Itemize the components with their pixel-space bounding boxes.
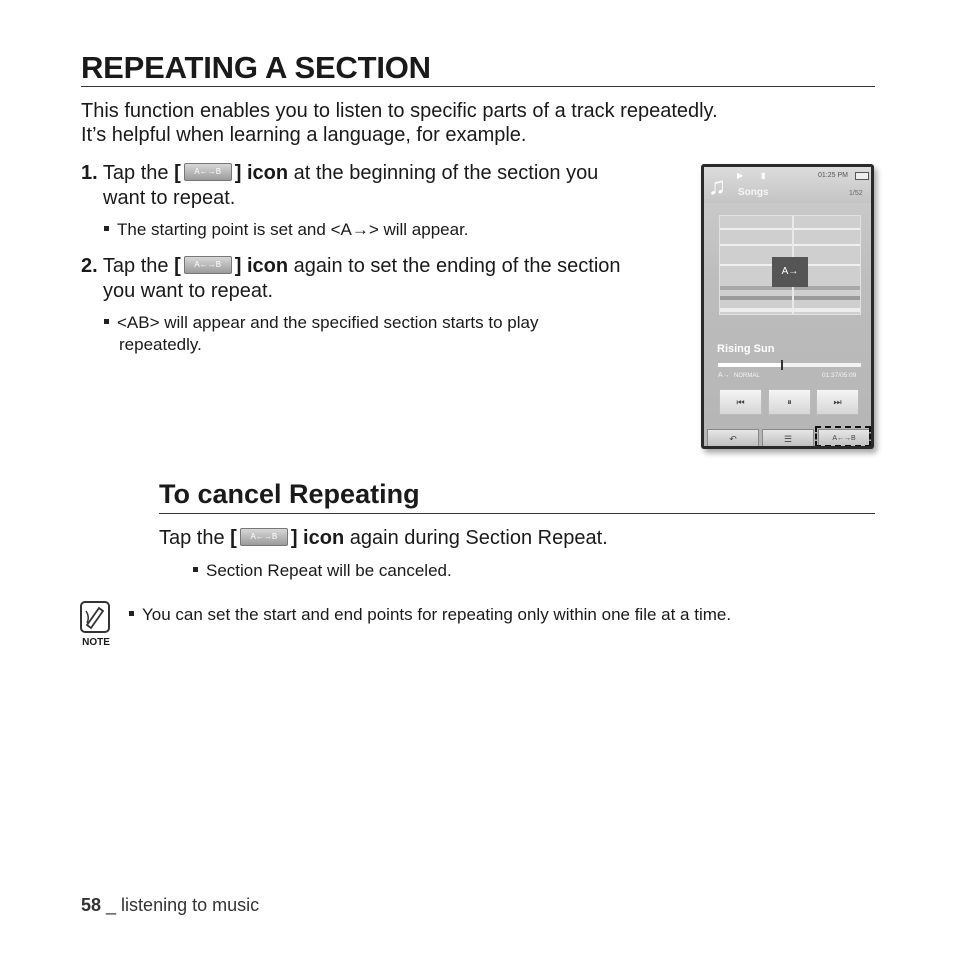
ab-repeat-button[interactable]: A←→B: [818, 429, 870, 446]
step-1-text: at the beginning of the section you: [293, 162, 599, 184]
intro-paragraph: [81, 99, 718, 147]
page-footer: [81, 895, 259, 916]
note-text-row: [129, 604, 731, 626]
intro-line-2: It’s helpful when learning a language, for example.: [81, 124, 527, 146]
song-title: Rising Sun: [717, 343, 775, 355]
note-label: NOTE: [82, 637, 110, 648]
cancel-bullet: [193, 560, 452, 582]
step-1-number: 1.: [81, 162, 98, 184]
step-1-bracket-close: ] icon: [234, 162, 289, 184]
section-name: _ listening to music: [106, 895, 260, 915]
list-button[interactable]: ☰: [762, 429, 814, 446]
note-icon: [80, 601, 110, 633]
play-mode: NORMAL: [734, 373, 760, 379]
cancel-pre: Tap the: [159, 527, 225, 549]
step-1: [81, 161, 681, 211]
back-button[interactable]: ↶: [707, 429, 759, 446]
step-2: [81, 254, 691, 304]
progress-fill: [718, 363, 781, 367]
cancel-bracket-open: [: [230, 527, 237, 549]
clock: 01:25 PM: [818, 172, 848, 179]
step-1-bracket-open: [: [174, 162, 181, 184]
note-text: You can set the start and end points for repeating only within one file at a time.: [142, 605, 732, 624]
intro-line-1: This function enables you to listen to specific parts of a track repeatedly.: [81, 100, 718, 122]
ab-repeat-icon: A←→B: [184, 256, 232, 274]
title-rule: [81, 86, 875, 87]
progress-bar[interactable]: [718, 363, 861, 367]
step-1-bullet: [104, 219, 469, 241]
music-note-icon: ♫: [708, 173, 726, 200]
progress-knob[interactable]: [781, 360, 783, 370]
step-2-text: again to set the ending of the section: [293, 255, 621, 277]
device-screen: [704, 167, 871, 446]
time-readout: 01:37/05:09: [822, 372, 857, 379]
step-2-bracket-open: [: [174, 255, 181, 277]
ab-repeat-icon: A←→B: [240, 528, 288, 546]
step-1-pre: Tap the: [102, 162, 169, 184]
page-number: 58: [81, 895, 102, 915]
cancel-rule: [159, 513, 875, 514]
cancel-bracket-close: ] icon: [290, 527, 345, 549]
next-button[interactable]: ⏭: [816, 389, 859, 415]
pause-button[interactable]: ⏸: [768, 389, 811, 415]
step-1-line-2: want to repeat.: [103, 187, 236, 209]
track-count: 1/52: [849, 190, 863, 197]
step-2-number: 2.: [81, 255, 98, 277]
ab-repeat-highlight: [815, 426, 871, 446]
bullet-square: [193, 567, 198, 572]
bullet-square: [129, 611, 134, 616]
bullet-square: [104, 319, 109, 324]
ab-repeat-icon: A←→B: [184, 163, 232, 181]
previous-button[interactable]: ⏮: [719, 389, 762, 415]
step-2-bullet-line-1: <AB> will appear and the specified section starts to play: [117, 313, 539, 332]
step-2-bracket-close: ] icon: [234, 255, 289, 277]
bullet-square: [104, 226, 109, 231]
cancel-heading: To cancel Repeating: [159, 479, 420, 509]
page-title: REPEATING A SECTION: [81, 50, 431, 85]
step-1-bullet-text: The starting point is set and <A→> will appear.: [117, 220, 469, 239]
lock-icon: ▮: [761, 171, 766, 180]
play-status-icon: ▶: [737, 171, 744, 180]
step-2-line-2: you want to repeat.: [103, 280, 274, 302]
category-label: Songs: [738, 187, 769, 198]
step-2-bullet-line-2: repeatedly.: [119, 335, 202, 354]
cancel-instruction: [159, 526, 608, 551]
device-screenshot: [701, 164, 874, 449]
repeat-state: A→: [718, 372, 730, 379]
step-2-bullet: [104, 312, 644, 356]
cancel-bullet-text: Section Repeat will be canceled.: [206, 561, 452, 580]
battery-icon: [855, 172, 869, 180]
cancel-text: again during Section Repeat.: [349, 527, 608, 549]
step-2-pre: Tap the: [102, 255, 169, 277]
a-marker-icon: A→: [772, 257, 808, 287]
